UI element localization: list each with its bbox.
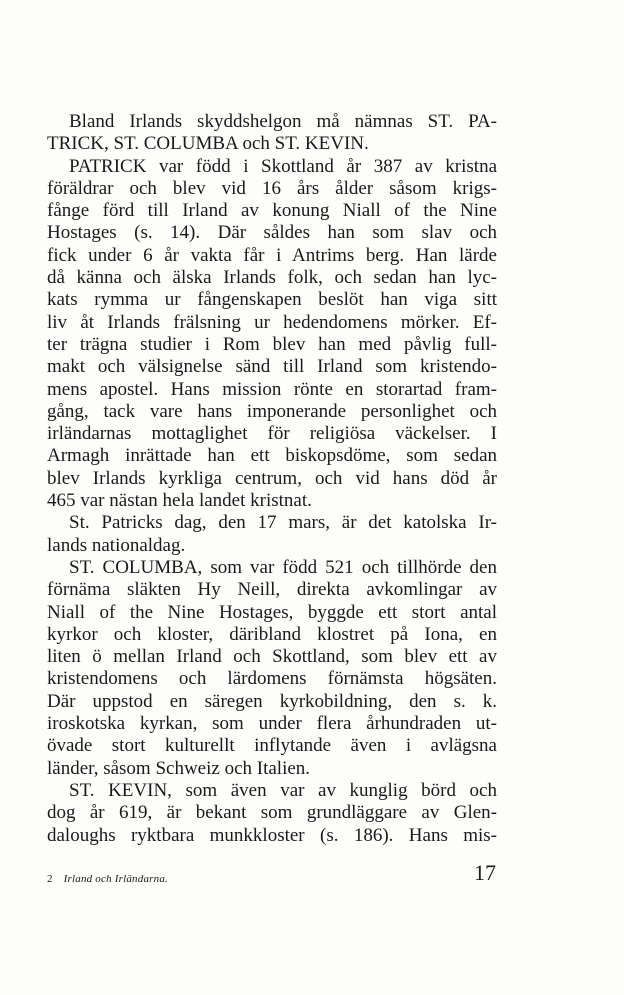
text-line: förnäma släkten Hy Neill, direkta avkomlingar av xyxy=(47,579,497,601)
text-line: Niall of the Nine Hostages, byggde ett stort antal xyxy=(47,601,497,623)
text-line: ST. COLUMBA, som var född 521 och tillhörde den xyxy=(69,556,497,578)
text-line: St. Patricks dag, den 17 mars, är det katolska Ir- xyxy=(69,512,497,534)
text-line: Hostages (s. 14). Där såldes han som slav och xyxy=(47,222,497,244)
text-line: kristendomens och lärdomens förnämsta högsäten. xyxy=(47,668,497,690)
text-line: övade stort kulturellt inflytande även i avlägsna xyxy=(47,735,497,757)
text-line: liten ö mellan Irland och Skottland, som blev ett av xyxy=(47,646,497,668)
text-line: daloughs ryktbara munkkloster (s. 186). Hans mis- xyxy=(47,824,497,846)
text-line: Där uppstod en säregen kyrkobildning, den s. k. xyxy=(47,690,497,712)
text-line: 465 var nästan hela landet kristnat. xyxy=(47,490,312,512)
text-line: lands nationaldag. xyxy=(47,534,186,556)
printer-signature xyxy=(47,873,168,885)
signature-number: 2 xyxy=(47,873,53,885)
text-line: irländarnas mottaglighet för religiösa väckelser. I xyxy=(47,423,497,445)
text-line: föräldrar och blev vid 16 års ålder såsom krigs- xyxy=(47,177,497,199)
text-line: Armagh inrättade han ett biskopsdöme, som sedan xyxy=(47,445,497,467)
text-line: TRICK, ST. COLUMBA och ST. KEVIN. xyxy=(47,133,369,155)
text-line: fick under 6 år vakta får i Antrims berg. Han lärde xyxy=(47,244,497,266)
text-line: kyrkor och kloster, däribland klostret på Iona, en xyxy=(47,623,497,645)
text-line: Bland Irlands skyddshelgon må nämnas ST. PA- xyxy=(69,111,497,132)
text-line: blev Irlands kyrkliga centrum, och vid hans död år xyxy=(47,467,497,489)
text-line: dog år 619, är bekant som grundläggare av Glen- xyxy=(47,802,497,824)
text-line: ter trägna studier i Rom blev han med påvlig full- xyxy=(47,333,497,355)
text-line: kats rymma ur fångenskapen beslöt han viga sitt xyxy=(47,289,497,311)
signature-title: Irland och Irländarna. xyxy=(63,873,168,885)
text-line: länder, såsom Schweiz och Italien. xyxy=(47,757,311,779)
text-line: fånge förd till Irland av konung Niall of the Nine xyxy=(47,200,497,222)
text-line: då känna och älska Irlands folk, och sedan han lyc- xyxy=(47,267,497,289)
text-line: mens apostel. Hans mission rönte en storartad fram- xyxy=(47,378,497,400)
text-line: PATRICK var född i Skottland år 387 av kristna xyxy=(69,155,497,177)
body-text xyxy=(47,111,497,847)
text-line: iroskotska kyrkan, som under flera århundraden ut- xyxy=(47,713,497,735)
text-line: ST. KEVIN, som även var av kunglig börd och xyxy=(69,779,497,801)
text-line: liv åt Irlands frälsning ur hedendomens mörker. Ef- xyxy=(47,311,497,333)
text-line: gång, tack vare hans imponerande personlighet och xyxy=(47,400,497,422)
text-line: makt och välsignelse sänd till Irland som kristendo- xyxy=(47,356,497,378)
page-number: 17 xyxy=(474,860,496,885)
